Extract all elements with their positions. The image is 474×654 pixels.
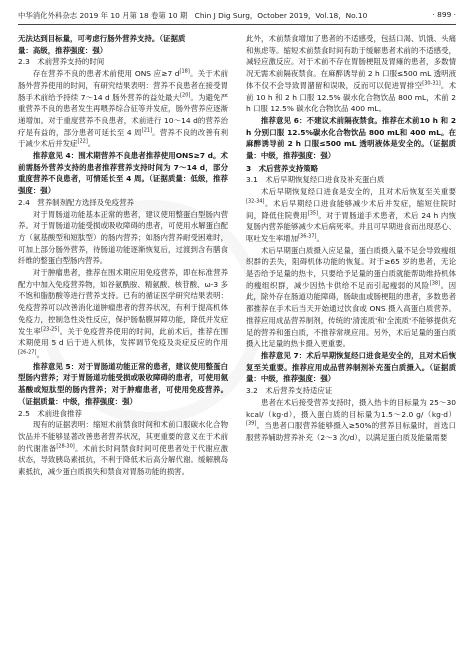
text-line: 关于术前肠外营养使用的时间，有研究结果表明：营 xyxy=(18,69,229,90)
text-line: 推荐意见 4：围术期营养不良患者推荐使用 xyxy=(32,151,176,161)
section-heading-2-4: 2.4 营养制剂配方选择及免疫营养 xyxy=(18,197,134,207)
text-line: ONS≥7 d。术前需肠外营养支持的患者推荐营养 xyxy=(18,151,228,172)
text-line: 1.5～2.0 g/（kg·d） xyxy=(380,409,456,419)
citation-ref: [36-37] xyxy=(298,233,317,240)
text-line: 对于胃肠道功能基本正常的患者，建议使用整 xyxy=(32,209,184,219)
text-line: 术后早期蛋白质摄入应足量，蛋白质摄入量不 xyxy=(260,245,412,255)
text-line: 。因此，除外存 xyxy=(246,280,457,302)
text-line: 的肠内营养；如肠内营养耐受困难时，可加上部分肠 xyxy=(18,232,229,254)
text-line: 外营养的益处最大 xyxy=(119,92,181,102)
text-line: 要给予足量的蛋白质就能帮助维持机体的瘦组织群，减少 xyxy=(246,269,457,290)
text-line: 液体是安全的。（证据质量：中级，推荐强度：强） xyxy=(246,139,456,161)
section-heading-3-1: 3.1 术后早期恢复经口进食及补充蛋白质 xyxy=(246,175,385,185)
citation-ref: [21] xyxy=(141,127,153,134)
running-header xyxy=(18,10,456,25)
text-line: 的患者，可使用水解蛋白配方（氨基酸型和短肽型） xyxy=(18,221,229,242)
text-line: '全流质'不能够提供充足的营养和蛋白质，不推荐 xyxy=(246,315,457,337)
paragraph-protein-intake xyxy=(246,245,456,350)
text-line: 术后早期恢复经口进食是安全的，且对术后恢 xyxy=(260,187,418,197)
text-line: 。为避免严重营养不良的患 xyxy=(18,92,229,114)
text-line: 营养不良的改善有利于减少术后并发症 xyxy=(18,127,229,149)
text-line: 现有的证据表明：缩短术前禁食时间和术前口 xyxy=(32,420,184,430)
text-line: 的营养治疗是有益的，部分患者可延长至 4 周 xyxy=(18,115,229,137)
text-line: 增加。对于重度营养不良患者，术前进行 10～14 d xyxy=(25,115,198,125)
text-line: 。术后早期经口进食能够减少术 xyxy=(264,198,377,208)
text-line: 。 xyxy=(152,127,160,137)
text-line: 对于肿瘤患者，推荐在围术期应用免疫营养，即 xyxy=(32,268,191,278)
text-line: 推荐意见 5：对于胃肠道功能正常的患者，建议 xyxy=(32,361,191,371)
text-line: 后并发症，缩短住院时间，降低住院费用 xyxy=(246,198,457,220)
citation-ref: [38] xyxy=(429,280,441,287)
text-line: 氨酸、核苷酸、ω-3 多不饱和脂肪酸等进行营养支 xyxy=(18,279,228,301)
text-line: 物饮品 800 mL，术前 2 h 口服 12.5% 碳水化合物饮 xyxy=(246,92,456,114)
text-line: 隔夜禁食。在麻醉诱导前 2 h 口服≤500 mL 透明 xyxy=(283,69,449,79)
text-line: 。术前 10 h 和 2 h 口服 12.5% 碳水化合 xyxy=(246,80,457,102)
text-line: 此外，术前禁食增加了患者的不适感受，包括口渴、 xyxy=(246,34,419,43)
page-number: · 899 · xyxy=(432,10,456,19)
text-line: 术后病死率。并且可早期进食而出现恶心、呕吐 xyxy=(246,222,457,243)
text-line: 。当患者口服营养能够 xyxy=(256,421,334,431)
left-column xyxy=(18,33,228,478)
text-line: 抵抗，减少蛋白质损失和禁食对胃肠功能的损害。 xyxy=(25,467,190,477)
text-line: 使用整蛋白型肠内营养；对于胃肠道功能受损或吸 xyxy=(18,361,229,383)
journal-citation: 中华消化外科杂志 2019 年 10 月第 18 卷第 10 期 Chin J Dig Surg，October 2019，Vol.18，No.10 xyxy=(18,11,368,20)
section-heading-3: 3 术后营养支持策略 xyxy=(246,163,319,173)
text-line: 养；对于肿瘤患者，可使用免疫营养。（证据质量： xyxy=(18,385,229,406)
text-line: 常规应用。另外，术后足量的蛋白质摄入比足量的 xyxy=(246,327,457,349)
recommendation-5 xyxy=(18,361,228,408)
paragraph-formula-choice xyxy=(18,209,228,268)
text-line: 服碳水化合物饮品并不能够显著改善患者营养状 xyxy=(18,420,229,441)
text-line: 中级，推荐强度：强） xyxy=(62,396,137,406)
text-line: 存在营养不良的患者术前使用 ONS 应≥7 d xyxy=(32,69,180,79)
text-line: 致胰岛素抵抗，不利于降低术后高分解代谢。缓解胰岛素 xyxy=(18,455,229,477)
citation-ref: [35] xyxy=(307,210,319,217)
recommendation-tail xyxy=(18,33,228,56)
citation-ref: [22] xyxy=(77,138,88,145)
text-line: 推荐意见 7：术后早期恢复经口进食是安全的， xyxy=(260,350,419,360)
text-line: 养不良患者在接受胃肠手术前给予持续 7～14 d 肠 xyxy=(18,80,229,102)
section-heading-3-2: 3.2 术后营养支持适应证 xyxy=(246,386,333,396)
text-line: 收障碍的患者，可使用氨基酸或短肽型的肠内营 xyxy=(18,373,229,395)
citation-ref: [28-30] xyxy=(56,443,75,450)
text-line: 复至关重要 xyxy=(417,187,457,197)
text-line: 摄入≥50%的营养目标量时，首选口服营养辅助营 xyxy=(246,421,457,442)
text-line: 都推荐在手术后当天开始通过饮食或 ONS 摄入高蛋白质 xyxy=(246,304,434,314)
text-line: 。术 xyxy=(74,443,91,453)
text-line: 足会导致瘦组织群的丢失，阻碍机体功能的恢复。 xyxy=(246,245,457,267)
paragraph-postop-indications xyxy=(246,397,456,444)
text-line: 降低并发症发生率 xyxy=(18,314,229,336)
text-line: 持。已有的循证医学研究结果表明：免疫营养可以 xyxy=(18,291,229,313)
text-line: 。 xyxy=(87,139,96,149)
recommendation-4 xyxy=(18,150,228,197)
text-line: 排空 xyxy=(406,80,423,90)
text-line: 量为 25～30 kcal/（kg·d），摄入蛋白质的目标量为 xyxy=(246,397,456,419)
text-line: 推荐意见 6：不建议术前隔夜禁食。推荐在术前 xyxy=(260,115,420,125)
paragraph-immunonutrition xyxy=(18,267,228,361)
text-line: 品 400 mL。 xyxy=(340,104,387,114)
citation-ref: [18] xyxy=(179,68,190,75)
text-line: 况，其更重要的意义在于术前的代谢准备 xyxy=(18,431,229,453)
text-line: 外营养，待肠道功能逐渐恢复后，过渡到含有膳食 xyxy=(63,244,229,254)
text-line: 。关于免疫营养使用的时间， xyxy=(59,326,160,336)
text-line: 对于≥65 岁的患者，无论是否给予足量的热卡，只 xyxy=(246,257,457,279)
text-line: 在肠道功能障碍，肠缺血或肠梗阻的患者，多数患者 xyxy=(283,292,457,302)
text-line: 改善消化道肿瘤患者的营养状况，有利于提高机体 xyxy=(63,303,229,313)
text-line: 解患者术前的不适感受，减轻应激反应。对于术前 xyxy=(246,45,457,67)
text-line: 者发生再喂养综合征等并发症，肠外营养应逐渐递 xyxy=(18,104,229,125)
text-line: 此前术后，推荐在围术期使用 5 d 后于进入 xyxy=(18,326,229,348)
text-line: 和 400 mL。在麻醉诱导前 2 h 口服≤500 mL 透明 xyxy=(246,127,457,149)
text-line: 支持时间为 7～14 d，部分重度营养不良患者，可 xyxy=(18,162,229,184)
text-line: 饥饿、头痛和焦虑等。缩短术前禁食时间有助于缓 xyxy=(246,34,457,55)
paragraph-preop-timing: 存在营养不良的患者术前使用 ONS 应≥7 d[18]。关于术前肠外营养使用的时间，有研究结果表明：营养不良患者在接受胃肠手术前给予持续 7～14 d 肠外营养的益处最大[20]。为避免严重营养不良的患者发生再喂养综合征等并发症，肠外营养应逐渐递增加。对于重度营养不良患者，术前进行 10～14 d的营养治疗是有益的，部分患者可延长至 4 周[21]。营养不良的改善有利于减少术后并发症[22]。 xyxy=(18,68,229,149)
text-line: 纤维的整蛋白型肠内营养。 xyxy=(18,256,108,266)
recommendation-7 xyxy=(246,350,456,385)
text-line: 在标准营养配方中加入免疫营养物，如谷氨酰胺、精 xyxy=(18,268,229,289)
text-line: 无法达到目标量，可考虑行肠外营养支持。（证据质 xyxy=(18,34,186,43)
text-line: 。对于 xyxy=(318,210,342,220)
text-line: 且对术后恢复至关重要。推荐应用成品营养制剂补充 xyxy=(246,350,457,372)
paragraph-early-feeding: 术后早期恢复经口进食是安全的，且对术后恢复至关重要[32-34]。术后早期经口进食能够减少术后并发症，缩短住院时间，降低住院费用[35]。对于胃肠道手术患者，术后 24 h 内恢复肠内营养能够减少术后病死率。并且可早期进食而出现恶心、呕吐发生率增加[36-37]。 xyxy=(246,187,457,243)
text-line: 不存在胃肠梗阻及胃瘫的患者，多数情况无需术前 xyxy=(246,57,457,79)
recommendation-6 xyxy=(246,115,456,162)
text-line: 前长时间禁食时间可使患者处于代谢应激状态，导 xyxy=(18,443,229,465)
section-heading-2-5: 2.5 术前进食推荐 xyxy=(18,408,82,418)
citation-ref: [23-25] xyxy=(41,326,60,333)
paragraph-fasting-continued xyxy=(246,33,456,115)
text-line: 因热卡供给不足而引起瘦弱的风险 xyxy=(309,280,430,290)
text-line: 情延长至 4 周。（证据质量：低级，推荐强度：强） xyxy=(18,174,228,196)
text-line: 发生率增加 xyxy=(260,233,299,243)
text-line: 机体，发挥调节免疫及炎症反应的作用 xyxy=(97,338,229,348)
text-line: 患者在术后接受营养支持时，摄入热卡的目标 xyxy=(260,397,412,407)
text-line: 蛋白质摄入。（证据质量：中级，推荐强度：强） xyxy=(246,362,457,384)
text-line: 营养。推荐应用成品营养制剂，传统的'清流质'和 xyxy=(246,304,456,325)
citation-ref: [20] xyxy=(180,92,191,99)
text-line: 量：高级，推荐强度：强） xyxy=(18,45,108,55)
citation-ref: [32-34] xyxy=(246,198,265,205)
text-line: 蛋白型肠内营养。对于胃肠道功能受损或吸收障碍 xyxy=(18,209,229,231)
paragraph-preop-fasting xyxy=(18,419,228,478)
text-line: 免疫力，控制急性炎性反应，保护肠黏膜屏障功能， xyxy=(18,314,191,324)
text-line: 热卡摄入更重要。 xyxy=(290,339,351,349)
citation-ref: [30-31] xyxy=(422,80,441,87)
right-column xyxy=(246,33,456,444)
text-line: 养补充（2～3 次/d），以满足蛋白质及能量需要 xyxy=(290,432,448,442)
text-line: 液体不仅不会导致胃潴留和误吸，反而可以促进胃 xyxy=(246,69,457,90)
citation-ref: [26-27] xyxy=(18,349,37,356)
text-line: 。 xyxy=(36,349,44,359)
section-heading-2-3: 2.3 术前营养支持的时间 xyxy=(18,57,105,67)
text-line: 胃肠道手术患者，术后 24 h 内恢复肠内营养能够减少 xyxy=(246,210,456,232)
text-line: 10 h 和 2 h 分别口服 12.5%碳水化合物饮品 800 mL xyxy=(246,115,456,137)
citation-ref: [39] xyxy=(246,420,257,427)
